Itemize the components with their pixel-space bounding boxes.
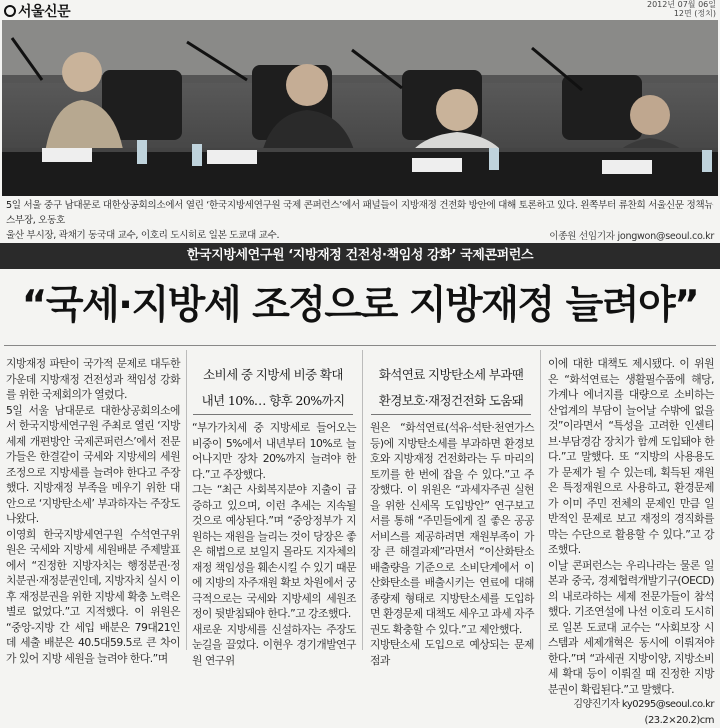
newspaper-logo xyxy=(4,1,70,21)
caption-line-1: 5일 서울 중구 남대문로 대한상공회의소에서 열린 ‘한국지방세연구원 국제 콘퍼런스’에서 패널들이 지방재정 건전화 방안에 대해 토론하고 있다. 왼쪽부터 류찬희 서울신문 정책뉴스부장, 오동호 xyxy=(6,198,714,228)
article-column-1 xyxy=(6,356,180,666)
article-column-4 xyxy=(548,356,714,728)
caption-line-2: 울산 부시장, 곽채기 동국대 교수, 이호리 도시히로 일본 도쿄대 교수. xyxy=(6,228,714,243)
column-divider xyxy=(186,350,187,650)
subheading-2 xyxy=(368,362,534,414)
logo-text: 서울신문 xyxy=(18,4,70,20)
dateline xyxy=(647,0,716,18)
paragraph: 그는 “최근 사회복지분야 지출이 급증하고 있으며, 이런 추세는 지속될 것으로 예상된다.”며 “중앙정부가 지원하는 재원을 늘리는 것이 당장은 좋은 해법으로 보일지 몰라도 지자체의 재정 책임성을 훼손시킬 수 있기 때문에 지방의 자주재원 확보 차원에서 궁극적으로는 국세와 지방세의 세원조정이 뒷받침돼야 한다.”고 강조했다. xyxy=(192,482,356,622)
subheading-1-line-2: 내년 10%… 향후 20%까지 xyxy=(190,388,356,414)
headline: “국세·지방세 조정으로 지방재정 늘려야” xyxy=(0,282,720,330)
subheading-divider xyxy=(193,414,353,415)
subheading-2-line-2: 환경보호·재정건전화 도움돼 xyxy=(368,388,534,414)
article-column-2 xyxy=(192,420,356,668)
paragraph: 지방탄소세 도입으로 예상되는 문제점과 xyxy=(370,637,534,668)
paragraph: 5일 서울 남대문로 대한상공회의소에서 한국지방세연구원 주최로 열린 ‘지방세제 개편방안 국제콘퍼런스’에서 전문가들은 한결같이 국세와 지방세의 세원조정으로 지방세를 늘려야 한다고 주장했다. 지방재정 부족을 메우기 위한 대안으로 ‘지방탄소세’ 부과하자는 주장도 나왔다. xyxy=(6,403,180,527)
article-column-3 xyxy=(370,420,534,668)
paragraph: 새로운 지방세를 신설하자는 주장도 눈길을 끌었다. 이현우 경기개발연구원 연구위 xyxy=(192,622,356,669)
paragraph: 지방재정 파탄이 국가적 문제로 대두한 가운데 지방재정 건전성과 책임성 강화를 위한 국제회의가 열렸다. xyxy=(6,356,180,403)
logo-emblem-icon xyxy=(4,5,16,17)
subheading-divider xyxy=(371,414,531,415)
publish-date: 2012년 07월 06일 xyxy=(647,0,716,9)
paragraph: 원은 “화석연료(석유·석탄·천연가스 등)에 지방탄소세를 부과하면 환경보호와 지방재정 건전화라는 두 마리의 토끼를 한 번에 잡을 수 있다.”고 주장했다. 이 위원은 “과세자주권 실현을 위한 신세목 도입방안” 연구보고서를 통해 “주민들에게 질 좋은 공공서비스를 제공하려면 재원부족이 가장 큰 해결과제”라면서 “이산화탄소배출량을 기준으로 소비단계에서 이산화탄소를 배출시키는 연료에 대해 종량제 형태로 지방탄소세를 도입하면 환경문제 대책도 세우고 과세 자주권도 확충할 수 있다.”고 제안했다. xyxy=(370,420,534,637)
photo-credit: 이종원 선임기자 jongwon@seoul.co.kr xyxy=(549,228,714,242)
page-number: 12면 (정치) xyxy=(647,9,716,18)
reporter-byline: 김양진기자 ky0295@seoul.co.kr xyxy=(548,697,714,713)
subheading-2-line-1: 화석연료 지방탄소세 부과땐 xyxy=(368,362,534,388)
column-divider xyxy=(362,350,363,650)
paragraph: “부가가치세 중 지방세로 들어오는 비중이 5%에서 내년부터 10%로 늘어나지만 장차 20%까지 늘려야 한다.”고 주장했다. xyxy=(192,420,356,482)
paragraph: 이에 대한 대책도 제시됐다. 이 위원은 “화석연료는 생활필수품에 해당, 가계나 에너지를 대량으로 소비하는 산업계의 부담이 늘어날 수밖에 없을 것”이라면서 “특성을 고려한 인센티브·부담경감 장치가 함께 도입돼야 한다.”고 말했다. 또 “지방의 사용용도가 문제가 될 수 있는데, 획득된 재원은 특정재원으로 사용하고, 환경문제가 이미 주민 전체의 문제인 만큼 일반적인 문제로 보고 재정의 경직화를 막는 수단으로 활용할 수 있다.”고 강조했다. xyxy=(548,356,714,558)
paragraph: 이영희 한국지방세연구원 수석연구위원은 국세와 지방세 세원배분 주제발표에서 “진정한 지방자치는 행정분권·정치분권·재정분권인데, 지방자치 실시 이후 재정분권을 위한 지방세 확충 노력은 별로 없었다.”고 지적했다. 이 위원은 “중앙-지방 간 세입 배분은 79대21인데 세출 배분은 40.5대59.5로 큰 차이가 있어 지방 세원을 늘려야 한다.”며 xyxy=(6,527,180,667)
panel-discussion-photo xyxy=(2,20,718,196)
column-divider xyxy=(540,350,541,650)
section-kicker: 한국지방세연구원 ‘지방재정 건전성·책임성 강화’ 국제콘퍼런스 xyxy=(0,243,720,269)
subheading-1 xyxy=(190,362,356,414)
masthead xyxy=(0,0,720,20)
subheading-1-line-1: 소비세 중 지방세 비중 확대 xyxy=(190,362,356,388)
article-size-note: (23.2×20.2)cm xyxy=(548,713,714,728)
news-photo xyxy=(2,20,718,196)
headline-divider xyxy=(4,345,716,346)
paragraph: 이날 콘퍼런스는 우리나라는 물론 일본과 중국, 경제협력개발기구(OECD)의 내로라하는 세제 전문가들이 참석했다. 기조연설에 나선 이호리 도시히로 일본 도쿄대 교수는 “사회보장 시스템과 세제개혁은 동시에 이뤄져야 한다.”며 “과세권 지방이양, 지방소비세 확대 등이 이뤄질 때 진정한 지방분권이 확립된다.”고 말했다. xyxy=(548,558,714,698)
